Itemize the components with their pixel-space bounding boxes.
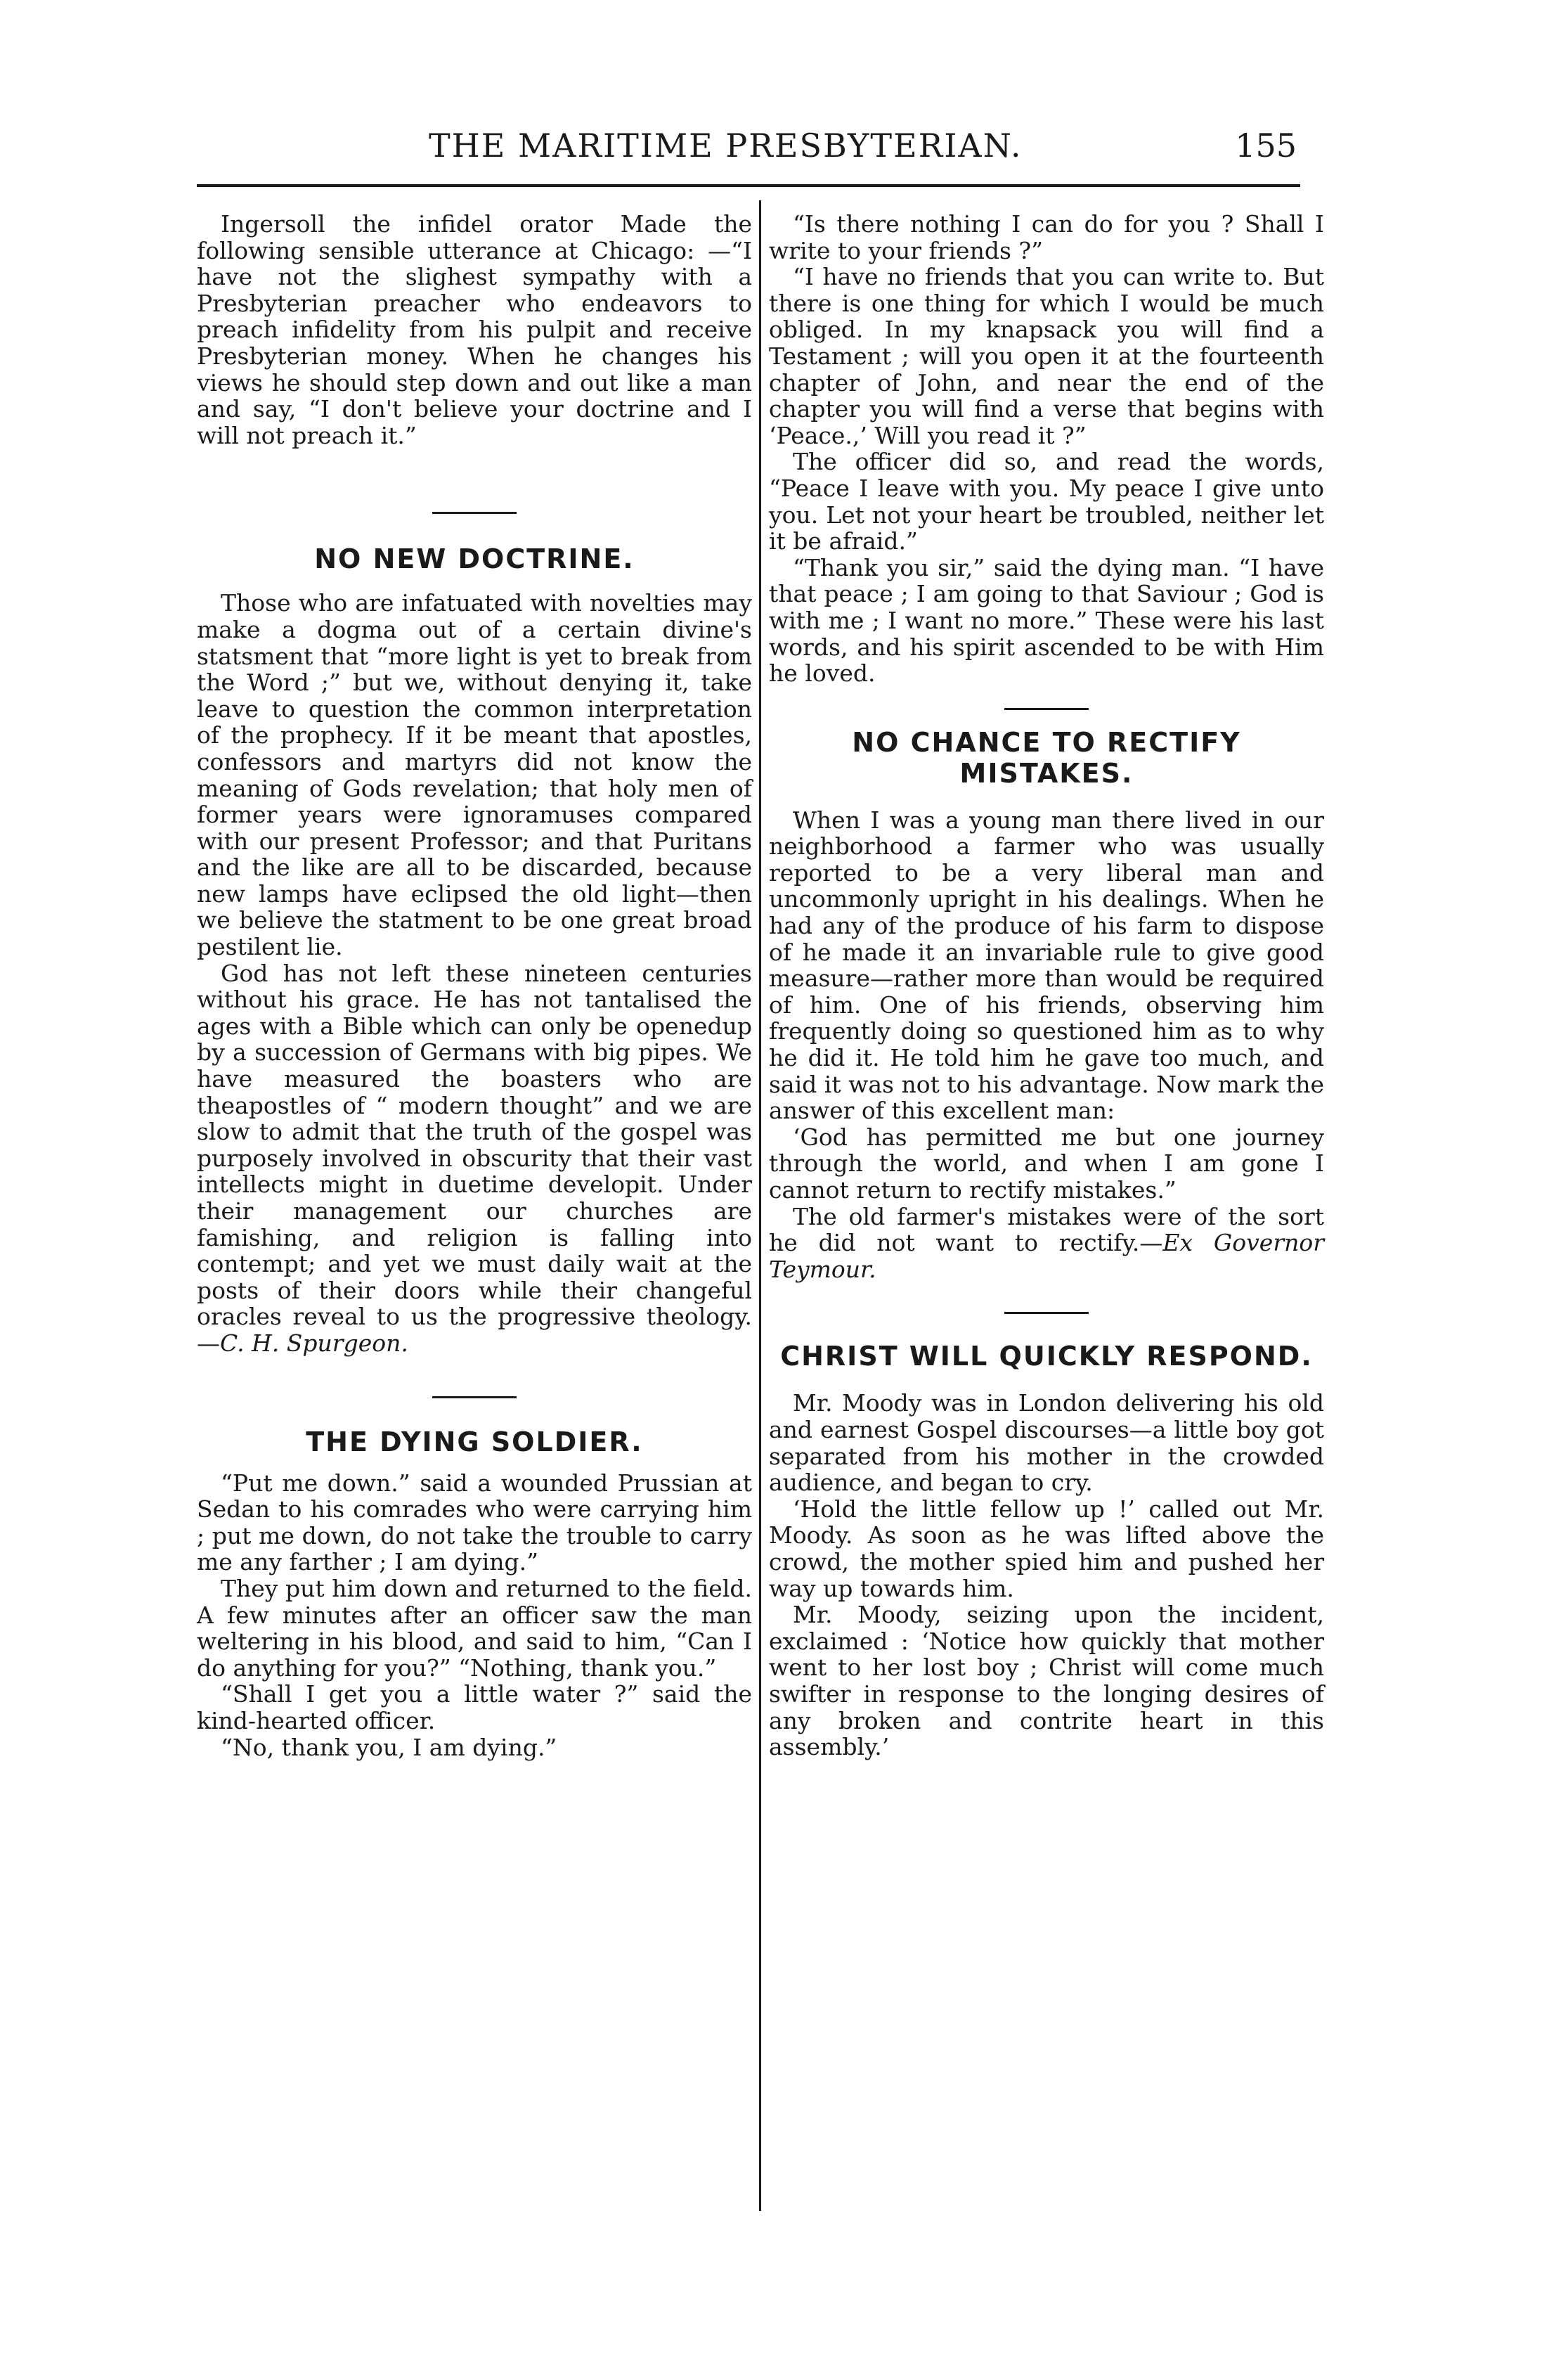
heading-christ-will-quickly-respond: CHRIST WILL QUICKLY RESPOND. <box>780 1341 1313 1372</box>
christ-paragraph-2: ‘Hold the little fellow up !’ called out Mr. Moody. As soon as he was lifted above the crowd, the mother spied him and pushed her way up towards him. <box>769 1495 1324 1602</box>
christ-paragraph-3: Mr. Moody, seizing upon the incident, exclaimed : ‘Notice how quickly that mother went to her lost boy ; Christ will come much swifter in response to the longing desires of any broken and contrite heart in this assembly.’ <box>769 1601 1324 1761</box>
doctrine-paragraph-1: Those who are infatuated with novelties may make a dogma out of a certain divine's statsment that “more light is yet to break from the Word ;” but we, without denying it, take leave to question the common interpretation of the prophecy. If it be meant that apostles, confessors and martyrs did not know the meaning of Gods revelation; that holy men of former years were ignoramuses compared with our present Professor; and that Puritans and the like are all to be discarded, because new lamps have eclipsed the old light—then we believe the statment to be one great broad pestilent lie. <box>197 589 752 961</box>
christ-paragraph-1: Mr. Moody was in London delivering his old and earnest Gospel discourses—a little boy got separated from his mother in the crowded audience, and began to cry. <box>769 1389 1324 1497</box>
heading-no-chance-to-rectify-mistakes: NO CHANCE TO RECTIFY MISTAKES. <box>852 726 1241 789</box>
ingersoll-paragraph: Ingersoll the infidel orator Made the following sensible utterance at Chicago: —“I have not the slighest sympathy with a Presbyterian preacher who endeavors to preach infidelity from his pulpit and receive Presbyterian money. When he changes his views he should step down and out like a man and say, “I don't believe your doctrine and I will not preach it.” <box>197 210 752 449</box>
chance-paragraph-3: The old farmer's mistakes were of the sort he did not want to rectify.—Ex Governor Teymour. <box>769 1202 1325 1283</box>
heading-no-new-doctrine: NO NEW DOCTRINE. <box>314 543 635 575</box>
right-column <box>769 211 1324 1760</box>
soldier-paragraph-5: “Is there nothing I can do for you ? Shall I write to your friends ?” <box>769 210 1324 264</box>
header-rule <box>197 184 1300 187</box>
soldier-paragraph-7: The officer did so, and read the words, “Peace I leave with you. My peace I give unto you. Let not your heart be troubled, neither let it be afraid.” <box>769 448 1324 555</box>
running-title: THE MARITIME PRESBYTERIAN. <box>429 127 1023 165</box>
soldier-paragraph-8: “Thank you sir,” said the dying man. “I have that peace ; I am going to that Saviour ; God is with me ; I want no more.” These were his last words, and his spirit ascended to be with Him he loved. <box>769 553 1324 688</box>
page-number: 155 <box>1235 127 1297 165</box>
doctrine-paragraph-2: God has not left these nineteen centuries without his grace. He has not tantalised the ages with a Bible which can only be openedup by a succession of Germans with big pipes. We have measured the boasters who are theapostles of “ modern thought” and we are slow to admit that the truth of the gospel was purposely involved in obscurity that their vast intellects might in duetime developit. Under their management our churches are famishing, and religion is falling into contempt; and yet we must daily wait at the posts of their doors while their changeful oracles reveal to us the progressive theology.—C. H. Spurgeon. <box>197 959 752 1357</box>
page-header <box>200 120 1297 176</box>
left-column <box>197 211 752 1760</box>
chance-paragraph-1: When I was a young man there lived in our neighborhood a farmer who was usually reported to be a very liberal man and uncommonly upright in his dealings. When he had any of the produce of his farm to dispose of he made it an invariable rule to give good measure—rather more than would be required of him. One of his friends, observing him frequently doing so questioned him as to why he did it. He told him he gave too much, and said it was not to his advantage. Now mark the answer of this excellent man: <box>769 806 1324 1125</box>
soldier-paragraph-6: “I have no friends that you can write to. But there is one thing for which I would be much obliged. In my knapsack you will find a Testament ; will you open it at the fourteenth chapter of John, and near the end of the chapter you will find a verse that begins with ‘Peace.,’ Will you read it ?” <box>769 263 1324 449</box>
chance-paragraph-2: ‘God has permitted me but one journey through the world, and when I am gone I cannot return to rectify mistakes.” <box>769 1123 1324 1204</box>
chance-attribution: Ex Governor Teymour. <box>769 1229 1325 1283</box>
soldier-paragraph-3: “Shall I get you a little water ?” said the kind-hearted officer. <box>197 1680 752 1734</box>
column-divider <box>759 200 761 2211</box>
doctrine-attribution: C. H. Spurgeon. <box>220 1329 408 1357</box>
heading-dying-soldier: THE DYING SOLDIER. <box>306 1426 643 1457</box>
soldier-paragraph-2: They put him down and returned to the field. A few minutes after an officer saw the man weltering in his blood, and said to him, “Can I do anything for you?” “Nothing, thank you.” <box>197 1574 752 1682</box>
soldier-paragraph-4: “No, thank you, I am dying.” <box>221 1733 557 1761</box>
soldier-paragraph-1: “Put me down.” said a wounded Prussian at Sedan to his comrades who were carrying him ; put me down, do not take the trouble to carry me any farther ; I am dying.” <box>197 1469 752 1576</box>
